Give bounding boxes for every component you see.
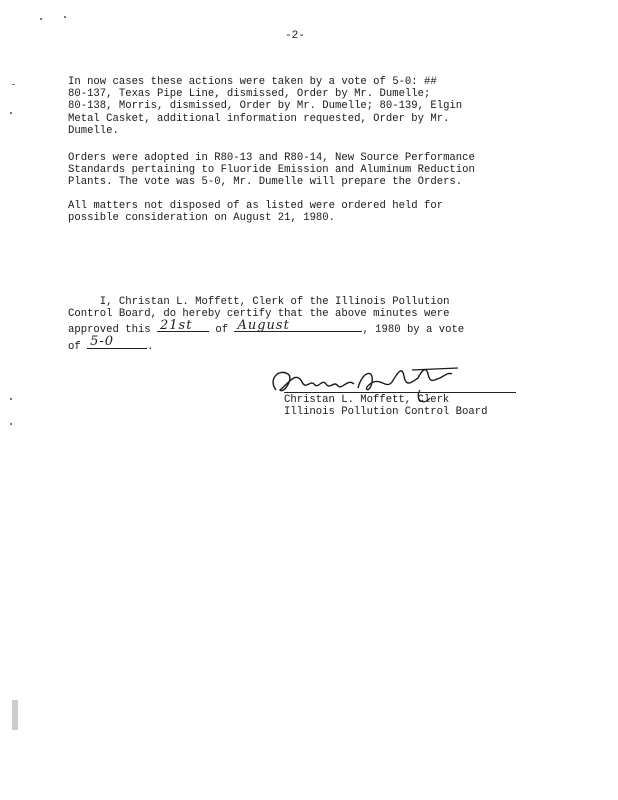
- scan-speck: [12, 84, 15, 85]
- cert-line-1: I, Christan L. Moffett, Clerk of the Illinois Pollution: [68, 296, 450, 308]
- signer-name-title: Christan L. Moffett, Clerk: [284, 394, 450, 406]
- cert-line-3-start: approved this: [68, 324, 158, 337]
- paragraph-orders-adopted: Orders were adopted in R80-13 and R80-14, New Source Performance Standards pertaining to Fluoride Emission and Aluminum Reduction Plants. The vote was 5-0, Mr. Dumelle will prepare the Orders.: [68, 152, 475, 189]
- cert-line-4-end: .: [147, 340, 154, 353]
- scan-speck: [40, 18, 42, 20]
- scan-speck: [10, 112, 12, 114]
- cert-of-word: of: [209, 324, 235, 337]
- handwritten-month: August: [237, 318, 290, 334]
- day-blank: [157, 320, 209, 332]
- handwritten-vote: 5-0: [90, 334, 115, 350]
- cert-line-3-end: , 1980 by a vote: [362, 324, 465, 337]
- certification-block: [68, 296, 548, 353]
- scan-speck: [10, 423, 12, 425]
- page-number: -2-: [285, 30, 305, 42]
- paragraph-matters-held: All matters not disposed of as listed were ordered held for possible consideration on August 21, 1980.: [68, 200, 444, 225]
- signer-organization: Illinois Pollution Control Board: [284, 406, 488, 419]
- paragraph-vote-cases: In now cases these actions were taken by a vote of 5-0: ## 80-137, Texas Pipe Line, dismissed, Order by Mr. Dumelle; 80-138, Morris, dismissed, Order by Mr. Dumelle; 80-139, Elgin Metal Casket, additional information requested, Order by Mr. Dumelle.: [68, 76, 463, 137]
- scan-speck: [10, 398, 12, 400]
- vote-blank: [87, 334, 147, 350]
- scan-speck: [12, 700, 18, 730]
- month-blank: [234, 320, 362, 332]
- signer-block: [284, 394, 487, 418]
- signature-line: [284, 392, 516, 393]
- cert-line-4-start: of: [68, 340, 88, 353]
- handwritten-day: 21st: [160, 318, 193, 334]
- scan-speck: [64, 16, 66, 18]
- cert-line-2: Control Board, do hereby certify that the above minutes were: [68, 308, 450, 321]
